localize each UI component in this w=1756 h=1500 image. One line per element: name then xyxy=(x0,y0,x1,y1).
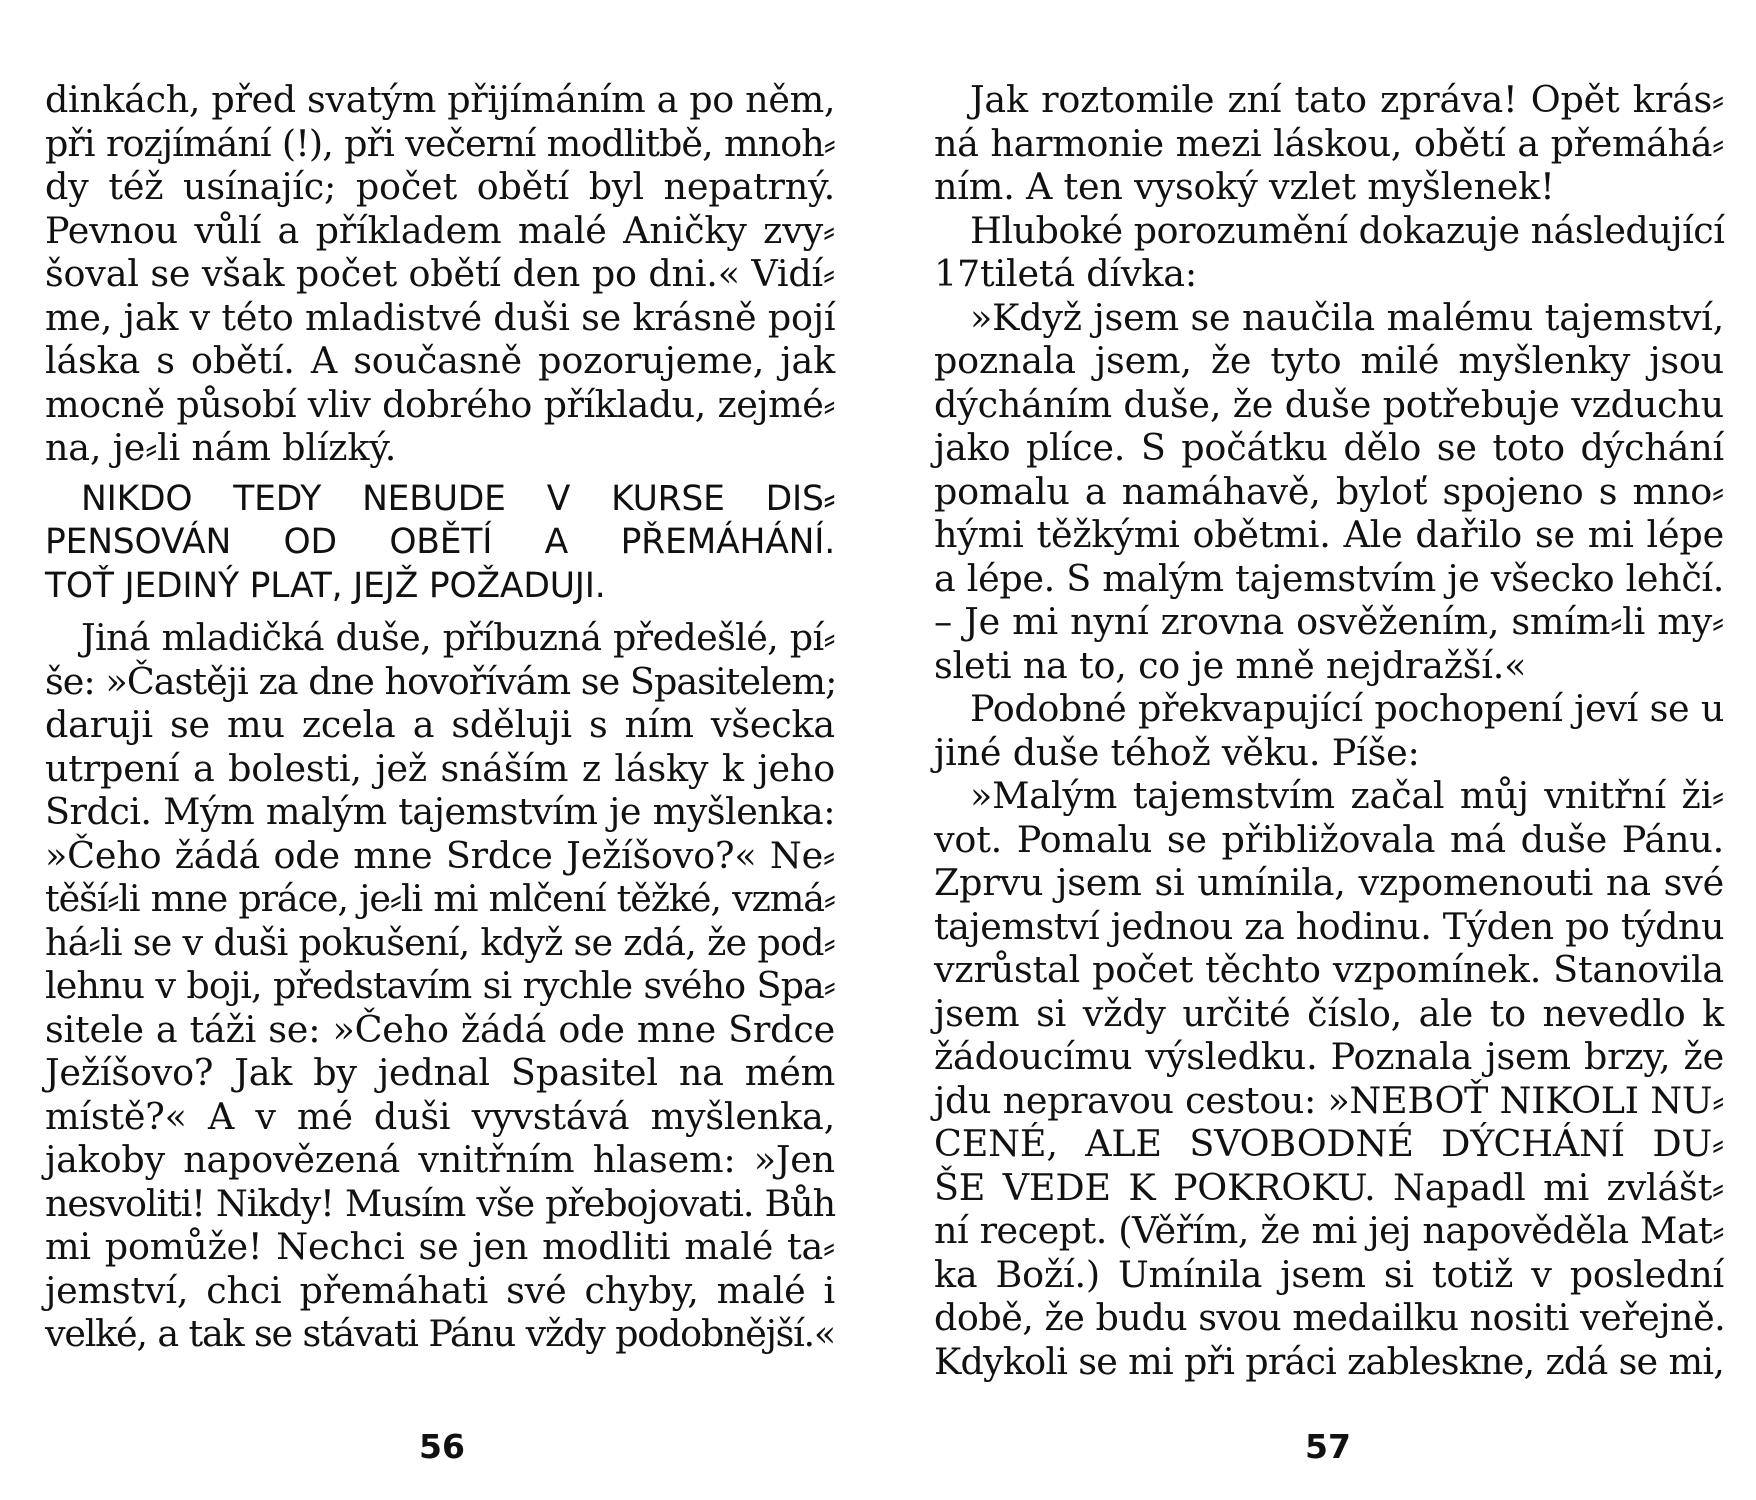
text-line: sleti na to, co je mně nejdražší.« xyxy=(934,643,1527,687)
text-line: ním. A ten vysoký vzlet myšlenek! xyxy=(934,165,1555,208)
text-line: mi pomůže! Nechci se jen modliti malé ta⸗ xyxy=(45,1225,835,1268)
text-line: a lépe. S malým tajemstvím je všecko lehčí. xyxy=(934,556,1724,600)
text-line: lehnu v boji, představím si rychle svého Spa⸗ xyxy=(45,964,835,1007)
text-line: ka Boží.) Umínila jsem si totiž v poslední xyxy=(934,1252,1724,1296)
text-line: místě?« A v mé duši vyvstává myšlenka, xyxy=(45,1094,835,1138)
text-line: Podobné překvapující pochopení jeví se u xyxy=(970,687,1724,730)
text-line: šoval se však počet obětí den po dni.« Vidí⸗ xyxy=(45,252,835,295)
text-line: 17tiletá dívka: xyxy=(934,252,1197,295)
text-line: vzrůstal počet těchto vzpomínek. Stanovila xyxy=(934,948,1724,991)
text-line: Kdykoli se mi při práci zableskne, zdá se mi, xyxy=(934,1339,1724,1383)
text-line: Zprvu jsem si umínila, vzpomenouti na své xyxy=(934,861,1724,904)
text-line: – Je mi nyní zrovna osvěžením, smím⸗li my⸗ xyxy=(934,600,1724,643)
text-line: Jiná mladičká duše, příbuzná předešlé, pí⸗ xyxy=(81,616,835,659)
text-line: jdu nepravou cestou: »NEBOŤ NIKOLI NU⸗ xyxy=(934,1078,1724,1122)
text-line: jako plíce. S počátku dělo se toto dýchání xyxy=(934,426,1724,469)
text-line: pomalu a namáhavě, byloť spojeno s mno⸗ xyxy=(934,469,1724,513)
text-line: ŠE VEDE K POKROKU. Napadl mi zvlášt⸗ xyxy=(934,1165,1724,1209)
text-line: Srdci. Mým malým tajemstvím je myšlenka: xyxy=(45,790,835,833)
text-line: jsem si vždy určité číslo, ale to nevedlo k xyxy=(934,991,1724,1035)
left-page xyxy=(45,78,835,1356)
emphasis-line: NIKDO TEDY NEBUDE V KURSE DIS⸗ xyxy=(81,478,835,519)
text-line: jiné duše téhož věku. Píše: xyxy=(934,730,1420,774)
text-line: mocně působí vliv dobrého příkladu, zejmé⸗ xyxy=(45,382,835,426)
text-line: dinkách, před svatým přijímáním a po něm, xyxy=(45,78,836,121)
page-number-left: 56 xyxy=(419,1427,465,1466)
text-line: velké, a tak se stávati Pánu vždy podobnější.« xyxy=(45,1312,835,1355)
text-line: sitele a táži se: »Čeho žádá ode mne Srdce xyxy=(45,1007,835,1051)
emphasis-line: PENSOVÁN OD OBĚTÍ A PŘEMÁHÁNÍ. xyxy=(45,522,835,562)
text-line: jakoby napovězená vnitřním hlasem: »Jen xyxy=(45,1138,835,1181)
text-line: hými těžkými obětmi. Ale dařilo se mi lépe xyxy=(934,513,1724,556)
text-line: době, že budu svou medailku nositi veřejně. xyxy=(934,1296,1726,1339)
text-line: při rozjímání (!), při večerní modlitbě, mnoh⸗ xyxy=(45,121,835,165)
text-line: jemství, chci přemáhati své chyby, malé i xyxy=(45,1268,835,1312)
emphasis-line: TOŤ JEDINÝ PLAT, JEJŽ POŽADUJI. xyxy=(45,565,606,606)
text-line: žádoucímu výsledku. Poznala jsem brzy, že xyxy=(934,1035,1724,1078)
text-line: vot. Pomalu se přibližovala má duše Pánu. xyxy=(934,817,1724,861)
text-line: tajemství jednou za hodinu. Týden po týdnu xyxy=(934,904,1724,948)
text-line: poznala jsem, že tyto milé myšlenky jsou xyxy=(934,339,1724,382)
text-line: ní recept. (Věřím, že mi jej napověděla Mat⸗ xyxy=(934,1209,1724,1252)
text-line: há⸗li se v duši pokušení, když se zdá, že pod⸗ xyxy=(45,920,835,964)
text-line: »Když jsem se naučila malému tajemství, xyxy=(970,295,1724,339)
text-line: Jak roztomile zní tato zpráva! Opět krás⸗ xyxy=(970,78,1724,121)
text-line: utrpení a bolesti, jež snáším z lásky k jeho xyxy=(45,746,835,790)
page-number-right: 57 xyxy=(1305,1427,1351,1466)
text-line: »Čeho žádá ode mne Srdce Ježíšovo?« Ne⸗ xyxy=(45,833,835,877)
text-line: těší⸗li mne práce, je⸗li mi mlčení těžké, vzmá⸗ xyxy=(45,877,835,920)
text-line: Ježíšovo? Jak by jednal Spasitel na mém xyxy=(45,1051,835,1094)
text-line: »Malým tajemstvím začal můj vnitřní ži⸗ xyxy=(970,774,1724,817)
text-line: nesvoliti! Nikdy! Musím vše přebojovati. Bůh xyxy=(45,1181,835,1225)
text-line: me, jak v této mladistvé duši se krásně pojí xyxy=(45,295,836,339)
text-line: ná harmonie mezi láskou, obětí a přemáhá⸗ xyxy=(934,121,1724,165)
text-line: daruji se mu zcela a sděluji s ním všecka xyxy=(45,703,835,746)
right-page xyxy=(934,78,1724,1383)
text-line: še: »Častěji za dne hovořívám se Spasitelem; xyxy=(45,659,837,703)
text-line: dy též usínajíc; počet obětí byl nepatrný. xyxy=(45,165,835,208)
text-line: CENÉ, ALE SVOBODNÉ DÝCHÁNÍ DU⸗ xyxy=(934,1122,1724,1165)
text-line: na, je⸗li nám blízký. xyxy=(45,426,397,469)
text-line: Pevnou vůlí a příkladem malé Aničky zvy⸗ xyxy=(45,208,835,252)
text-line: Hluboké porozumění dokazuje následující xyxy=(970,208,1725,252)
text-line: dýcháním duše, že duše potřebuje vzduchu xyxy=(934,382,1724,426)
text-line: láska s obětí. A současně pozorujeme, jak xyxy=(45,339,835,382)
